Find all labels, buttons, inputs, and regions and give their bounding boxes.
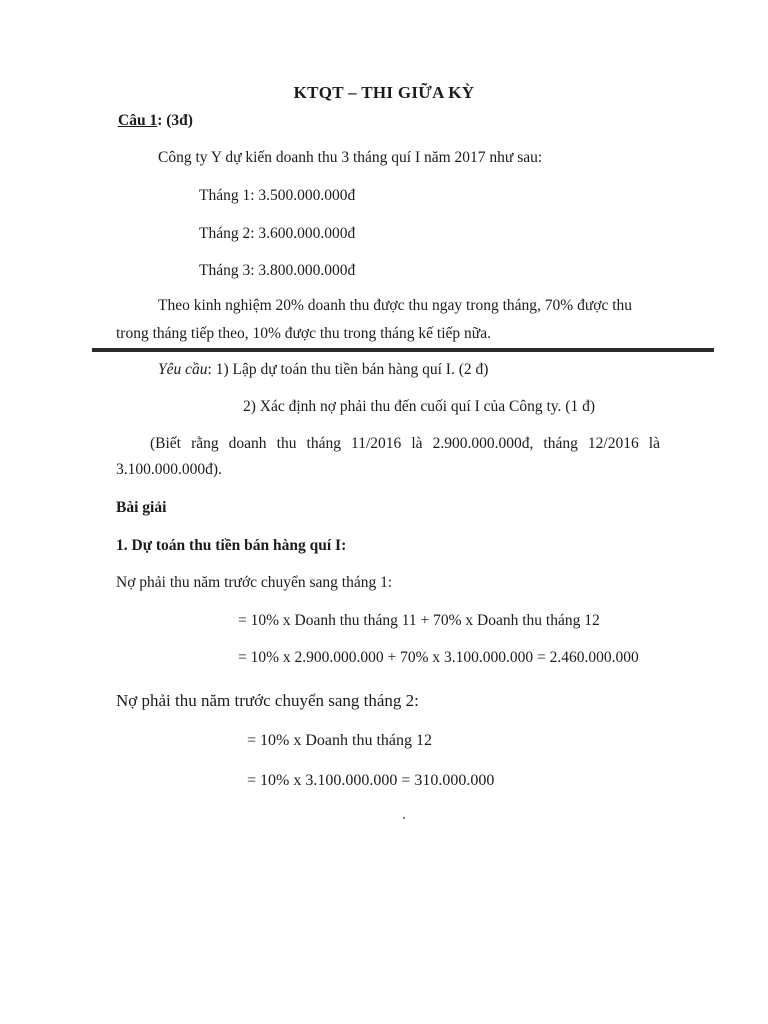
month-2-revenue: Tháng 2: 3.600.000.000đ	[199, 225, 356, 242]
note-line-1: (Biết rằng doanh thu tháng 11/2016 là 2.900.000.000đ, tháng 12/2016 là	[150, 435, 660, 452]
experience-line-1: Theo kinh nghiệm 20% doanh thu được thu ngay trong tháng, 70% được thu	[158, 297, 633, 314]
document-title: KTQT – THI GIỮA KỲ	[293, 83, 475, 102]
formula-1-general: = 10% x Doanh thu tháng 11 + 70% x Doanh thu tháng 12	[238, 612, 600, 629]
question-number: Câu 1	[118, 112, 158, 129]
carry-over-month-1: Nợ phải thu năm trước chuyển sang tháng 1:	[116, 574, 393, 591]
formula-1-computed: = 10% x 2.900.000.000 + 70% x 3.100.000.000 = 2.460.000.000	[238, 649, 639, 666]
month-3-revenue: Tháng 3: 3.800.000.000đ	[199, 262, 356, 279]
section-1-heading: 1. Dự toán thu tiền bán hàng quí I:	[116, 537, 347, 554]
solution-heading: Bài giải	[116, 499, 167, 516]
horizontal-divider	[92, 348, 714, 352]
question-intro: Công ty Y dự kiến doanh thu 3 tháng quí I năm 2017 như sau:	[158, 149, 543, 166]
requirement-2: 2) Xác định nợ phải thu đến cuối quí I của Công ty. (1 đ)	[243, 398, 595, 415]
formula-2-general: = 10% x Doanh thu tháng 12	[247, 732, 432, 749]
month-1-revenue: Tháng 1: 3.500.000.000đ	[199, 187, 356, 204]
stray-dot-mark	[403, 817, 405, 819]
formula-2-computed: = 10% x 3.100.000.000 = 310.000.000	[247, 772, 495, 789]
question-label	[118, 113, 193, 129]
requirement-1-text: : 1) Lập dự toán thu tiền bán hàng quí I. (2 đ)	[207, 361, 489, 378]
note-line-2: 3.100.000.000đ).	[116, 461, 222, 478]
requirement-1	[158, 362, 488, 378]
carry-over-month-2: Nợ phải thu năm trước chuyển sang tháng 2:	[116, 691, 419, 710]
requirement-label: Yêu cầu	[158, 361, 208, 378]
question-points: : (3đ)	[157, 112, 193, 129]
experience-line-2: trong tháng tiếp theo, 10% được thu trong tháng kế tiếp nữa.	[116, 325, 491, 342]
